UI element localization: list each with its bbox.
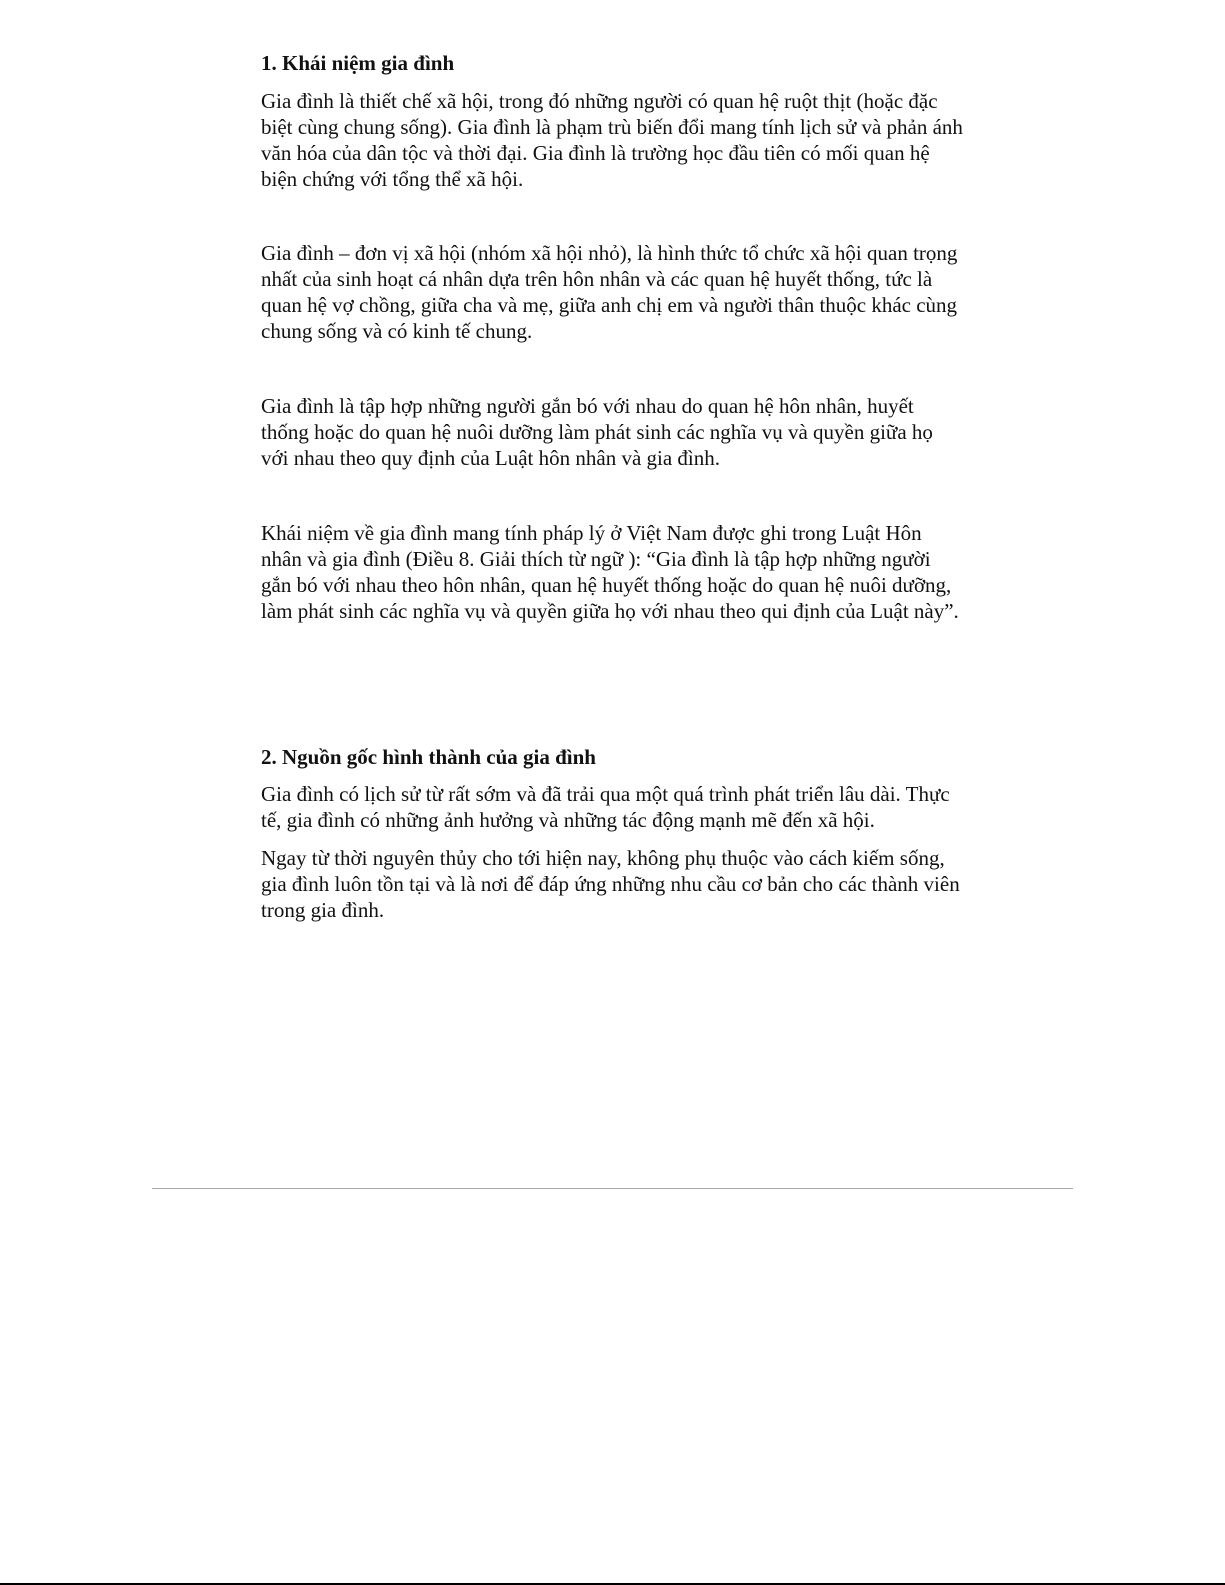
paragraph: Gia đình là tập hợp những người gắn bó với nhau do quan hệ hôn nhân, huyết thống hoặc do quan hệ nuôi dưỡng làm phát sinh các nghĩa vụ và quyền giữa họ với nhau theo quy định của Luật hôn nhân và gia đình. (261, 394, 933, 470)
paragraph: Gia đình là thiết chế xã hội, trong đó những người có quan hệ ruột thịt (hoặc đặc biệt cùng chung sống). Gia đình là phạm trù biến đổi mang tính lịch sử và phản ánh văn hóa của dân tộc và thời đại. Gia đình là trường học đầu tiên có mối quan hệ biện chứng với tổng thể xã hội. (261, 89, 963, 191)
paragraph: Khái niệm về gia đình mang tính pháp lý ở Việt Nam được ghi trong Luật Hôn nhân và gia đình (Điều 8. Giải thích từ ngữ ): “Gia đình là tập hợp những người gắn bó với nhau theo hôn nhân, quan hệ huyết thống hoặc do quan hệ nuôi dưỡng, làm phát sinh các nghĩa vụ và quyền giữa họ với nhau theo qui định của Luật này”. (261, 521, 959, 623)
paragraph: Ngay từ thời nguyên thủy cho tới hiện nay, không phụ thuộc vào cách kiếm sống, gia đình luôn tồn tại và là nơi để đáp ứng những nhu cầu cơ bản cho các thành viên trong gia đình. (261, 846, 960, 922)
section-1-heading: 1. Khái niệm gia đình (261, 51, 455, 75)
paragraph: Gia đình – đơn vị xã hội (nhóm xã hội nhỏ), là hình thức tổ chức xã hội quan trọng nhất của sinh hoạt cá nhân dựa trên hôn nhân và các quan hệ huyết thống, tức là quan hệ vợ chồng, giữa cha và mẹ, giữa anh chị em và người thân thuộc khác cùng chung sống và có kinh tế chung. (261, 241, 958, 343)
paragraph: Gia đình có lịch sử từ rất sớm và đã trải qua một quá trình phát triển lâu dài. Thực tế, gia đình có những ảnh hưởng và những tác động mạnh mẽ đến xã hội. (261, 782, 950, 832)
section-2-heading: 2. Nguồn gốc hình thành của gia đình (261, 745, 596, 769)
page-divider (152, 1188, 1073, 1189)
